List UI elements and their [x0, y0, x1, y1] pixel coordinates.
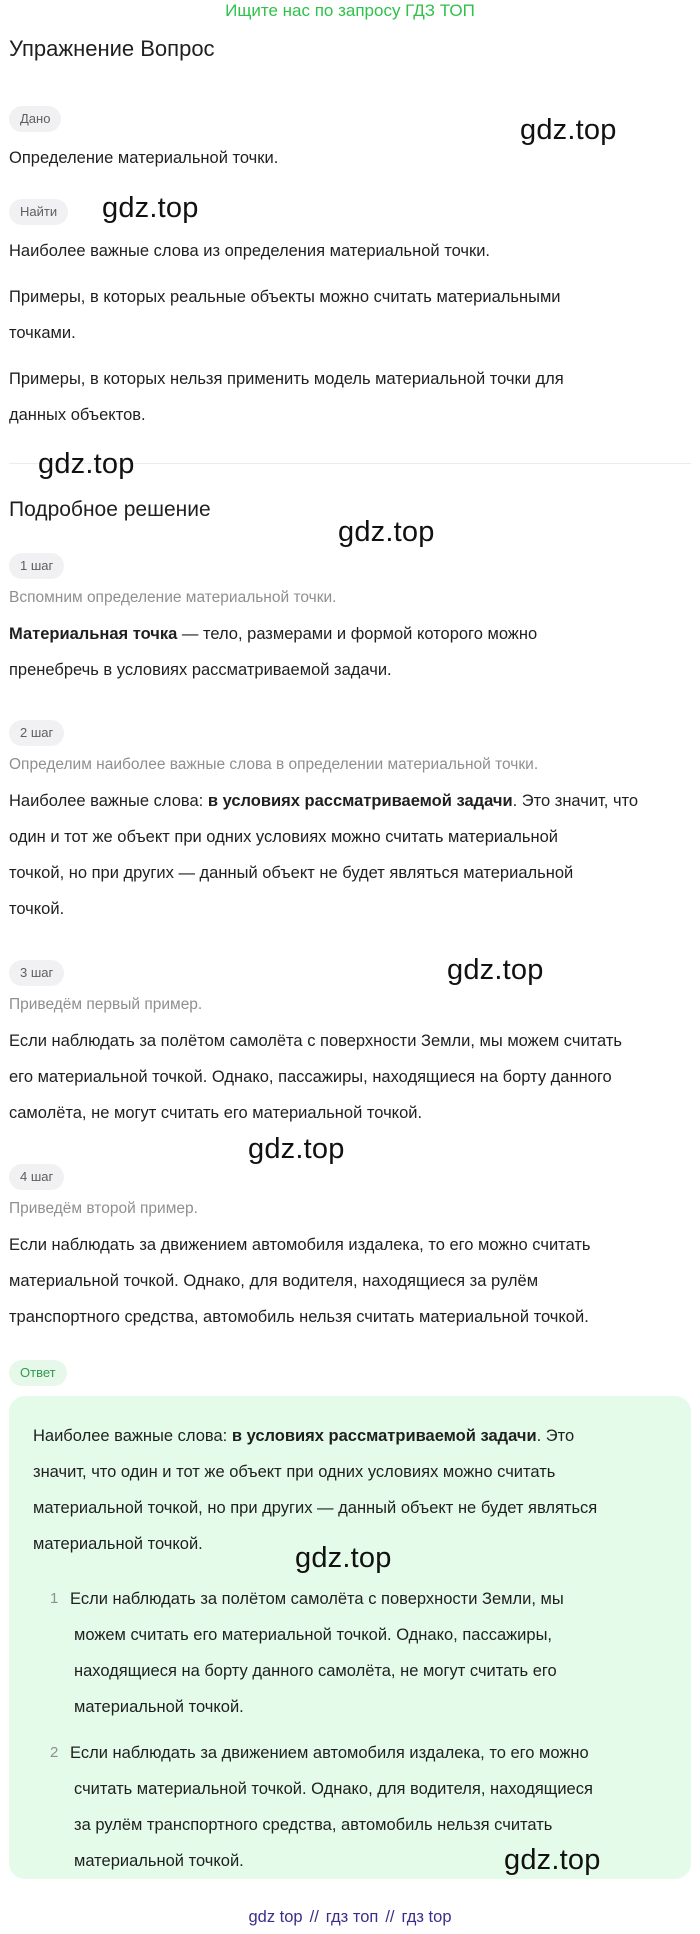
- given-badge: Дано: [9, 106, 61, 132]
- watermark: gdz.top: [248, 1133, 345, 1165]
- step-badge: 3 шаг: [9, 960, 64, 986]
- step-badge: 1 шаг: [9, 553, 64, 579]
- step-text: материальной точкой. Однако, для водителя, находящиеся за рулём: [9, 1272, 539, 1290]
- answer-item-text: за рулём транспортного средства, автомобиль нельзя считать: [74, 1816, 553, 1834]
- answer-item-text: можем считать его материальной точкой. Однако, пассажиры,: [74, 1626, 553, 1644]
- watermark: gdz.top: [520, 114, 617, 146]
- answer-badge: Ответ: [9, 1360, 67, 1386]
- find-line: Примеры, в которых реальные объекты можно считать материальными: [9, 288, 561, 306]
- footer-links: [0, 1908, 700, 1932]
- step-text: его материальной точкой. Однако, пассажиры, находящиеся на борту данного: [9, 1068, 612, 1086]
- watermark: gdz.top: [447, 954, 544, 986]
- step-text: Если наблюдать за движением автомобиля издалека, то его можно считать: [9, 1236, 591, 1254]
- footer-link-gdz-top-mixed[interactable]: гдз top: [401, 1908, 452, 1926]
- answer-item-text: материальной точкой.: [74, 1852, 244, 1870]
- top-banner[interactable]: Ищите нас по запросу ГДЗ ТОП: [225, 1, 475, 20]
- answer-text: материальной точкой.: [33, 1535, 203, 1553]
- watermark: gdz.top: [102, 192, 199, 224]
- step-text: [9, 783, 689, 819]
- given-text: Определение материальной точки.: [9, 149, 279, 167]
- find-line: точками.: [9, 324, 76, 342]
- answer-text: материальной точкой, но при других — данный объект не будет являться: [33, 1499, 598, 1517]
- answer-item-number: 1: [50, 1590, 59, 1607]
- answer-item-text: Если наблюдать за движением автомобиля издалека, то его можно: [70, 1744, 589, 1762]
- step-hint: Приведём первый пример.: [9, 996, 203, 1013]
- footer-link-gdz-top[interactable]: gdz top: [248, 1908, 303, 1926]
- step-badge: 2 шаг: [9, 720, 64, 746]
- find-badge: Найти: [9, 199, 68, 225]
- step-text: точкой.: [9, 900, 65, 918]
- step-text: точкой, но при других — данный объект не будет являться материальной: [9, 864, 574, 882]
- step-text: один и тот же объект при одних условиях можно считать материальной: [9, 828, 559, 846]
- answer-item-number: 2: [50, 1744, 59, 1761]
- find-line: Наиболее важные слова из определения материальной точки.: [9, 242, 491, 260]
- step-badge: 4 шаг: [9, 1164, 64, 1190]
- answer-item-text: считать материальной точкой. Однако, для водителя, находящиеся: [74, 1780, 593, 1798]
- step-hint: Вспомним определение материальной точки.: [9, 589, 337, 606]
- step-hint: Приведём второй пример.: [9, 1200, 198, 1217]
- answer-text-rest: . Это: [536, 1427, 575, 1445]
- watermark: gdz.top: [38, 448, 135, 480]
- answer-item-text: Если наблюдать за полётом самолёта с поверхности Земли, мы: [70, 1590, 564, 1608]
- answer-text: [33, 1418, 673, 1454]
- answer-item-text: находящиеся на борту данного самолёта, не могут считать его: [74, 1662, 557, 1680]
- answer-text-pre: Наиболее важные слова:: [33, 1427, 232, 1445]
- step-text-rest: . Это значит, что: [512, 792, 639, 810]
- solution-title: Подробное решение: [9, 498, 211, 521]
- answer-item-text: материальной точкой.: [74, 1698, 244, 1716]
- step-text: [9, 616, 689, 652]
- step-text-bold: в условиях рассматриваемой задачи: [207, 792, 513, 810]
- answer-text: значит, что один и тот же объект при одних условиях можно считать: [33, 1463, 556, 1481]
- step-hint: Определим наиболее важные слова в определении материальной точки.: [9, 756, 539, 773]
- watermark: gdz.top: [338, 516, 435, 548]
- find-line: Примеры, в которых нельзя применить модель материальной точки для: [9, 370, 564, 388]
- step-text: транспортного средства, автомобиль нельзя считать материальной точкой.: [9, 1308, 589, 1326]
- footer-link-gdz-top-ru[interactable]: гдз топ: [325, 1908, 379, 1926]
- page-title: Упражнение Вопрос: [9, 36, 215, 61]
- step-text: Если наблюдать за полётом самолёта с поверхности Земли, мы можем считать: [9, 1032, 623, 1050]
- find-line: данных объектов.: [9, 406, 146, 424]
- footer-separator: //: [309, 1908, 319, 1926]
- step-text-rest: — тело, размерами и формой которого можно: [177, 625, 538, 643]
- step-text-pre: Наиболее важные слова:: [9, 792, 208, 810]
- step-text: самолёта, не могут считать его материальной точкой.: [9, 1104, 423, 1122]
- watermark: gdz.top: [504, 1844, 601, 1876]
- footer-separator: //: [385, 1908, 395, 1926]
- step-text-bold: Материальная точка: [9, 625, 178, 643]
- step-text: пренебречь в условиях рассматриваемой задачи.: [9, 661, 392, 679]
- answer-text-bold: в условиях рассматриваемой задачи: [231, 1427, 537, 1445]
- watermark: gdz.top: [295, 1542, 392, 1574]
